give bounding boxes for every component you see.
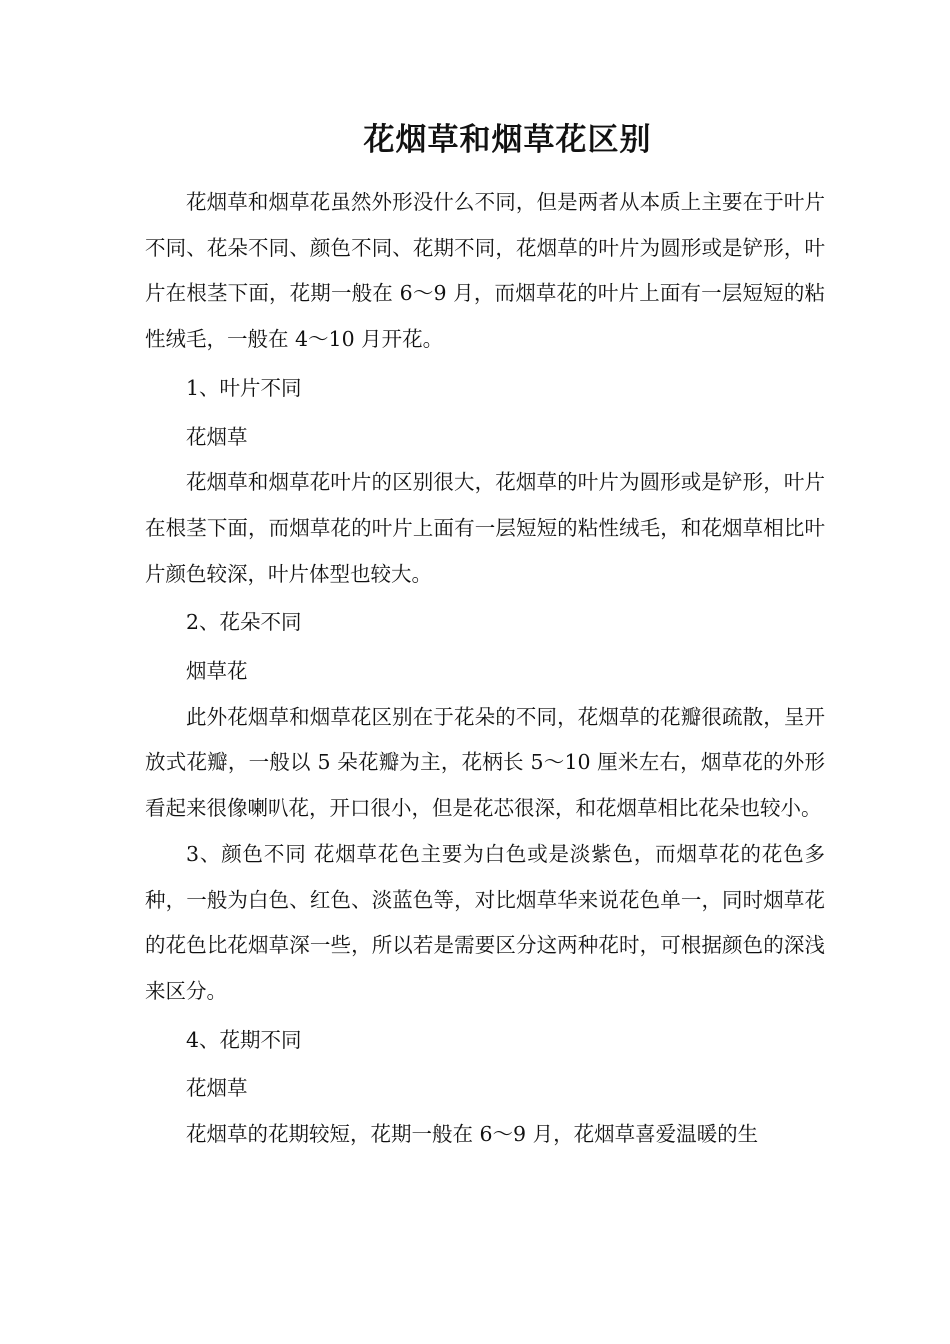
subheading-tobacco-flower: 烟草花 xyxy=(186,659,248,684)
document-body xyxy=(145,180,825,1158)
paragraph-leaves: 花烟草和烟草花叶片的区别很大，花烟草的叶片为圆形或是铲形，叶片在根茎下面，而烟草花的叶片上面有一层短短的粘性绒毛，和花烟草相比叶片颜色较深，叶片体型也较大。 xyxy=(145,470,825,586)
subheading-flower-tobacco-2: 花烟草 xyxy=(186,1076,248,1101)
paragraph-colors: 3、颜色不同 花烟草花色主要为白色或是淡紫色，而烟草花的花色多种，一般为白色、红色、淡蓝色等，对比烟草华来说花色单一，同时烟草花的花色比花烟草深一些，所以若是需要区分这两种花时，可根据颜色的深浅来区分。 xyxy=(145,841,825,1003)
paragraph-intro: 花烟草和烟草花虽然外形没什么不同，但是两者从本质上主要在于叶片不同、花朵不同、颜色不同、花期不同，花烟草的叶片为圆形或是铲形，叶片在根茎下面，花期一般在 6～9 月，而烟草花的叶片上面有一层短短的粘性绒毛，一般在 4～10 月开花。 xyxy=(145,190,825,352)
section-heading-flowers: 2、花朵不同 xyxy=(186,610,302,635)
subheading-flower-tobacco: 花烟草 xyxy=(186,424,248,449)
section-heading-bloom-period: 4、花期不同 xyxy=(186,1027,302,1052)
document-title: 花烟草和烟草花区别 xyxy=(363,122,652,158)
paragraph-flowers: 此外花烟草和烟草花区别在于花朵的不同，花烟草的花瓣很疏散，呈开放式花瓣，一般以 5 朵花瓣为主，花柄长 5～10 厘米左右，烟草花的外形看起来很像喇叭花，开口很小，但是花芯很深，和花烟草相比花朵也较小。 xyxy=(145,704,825,821)
paragraph-bloom-period: 花烟草的花期较短，花期一般在 6～9 月，花烟草喜爱温暖的生 xyxy=(186,1122,759,1147)
section-heading-leaves: 1、叶片不同 xyxy=(186,375,302,400)
